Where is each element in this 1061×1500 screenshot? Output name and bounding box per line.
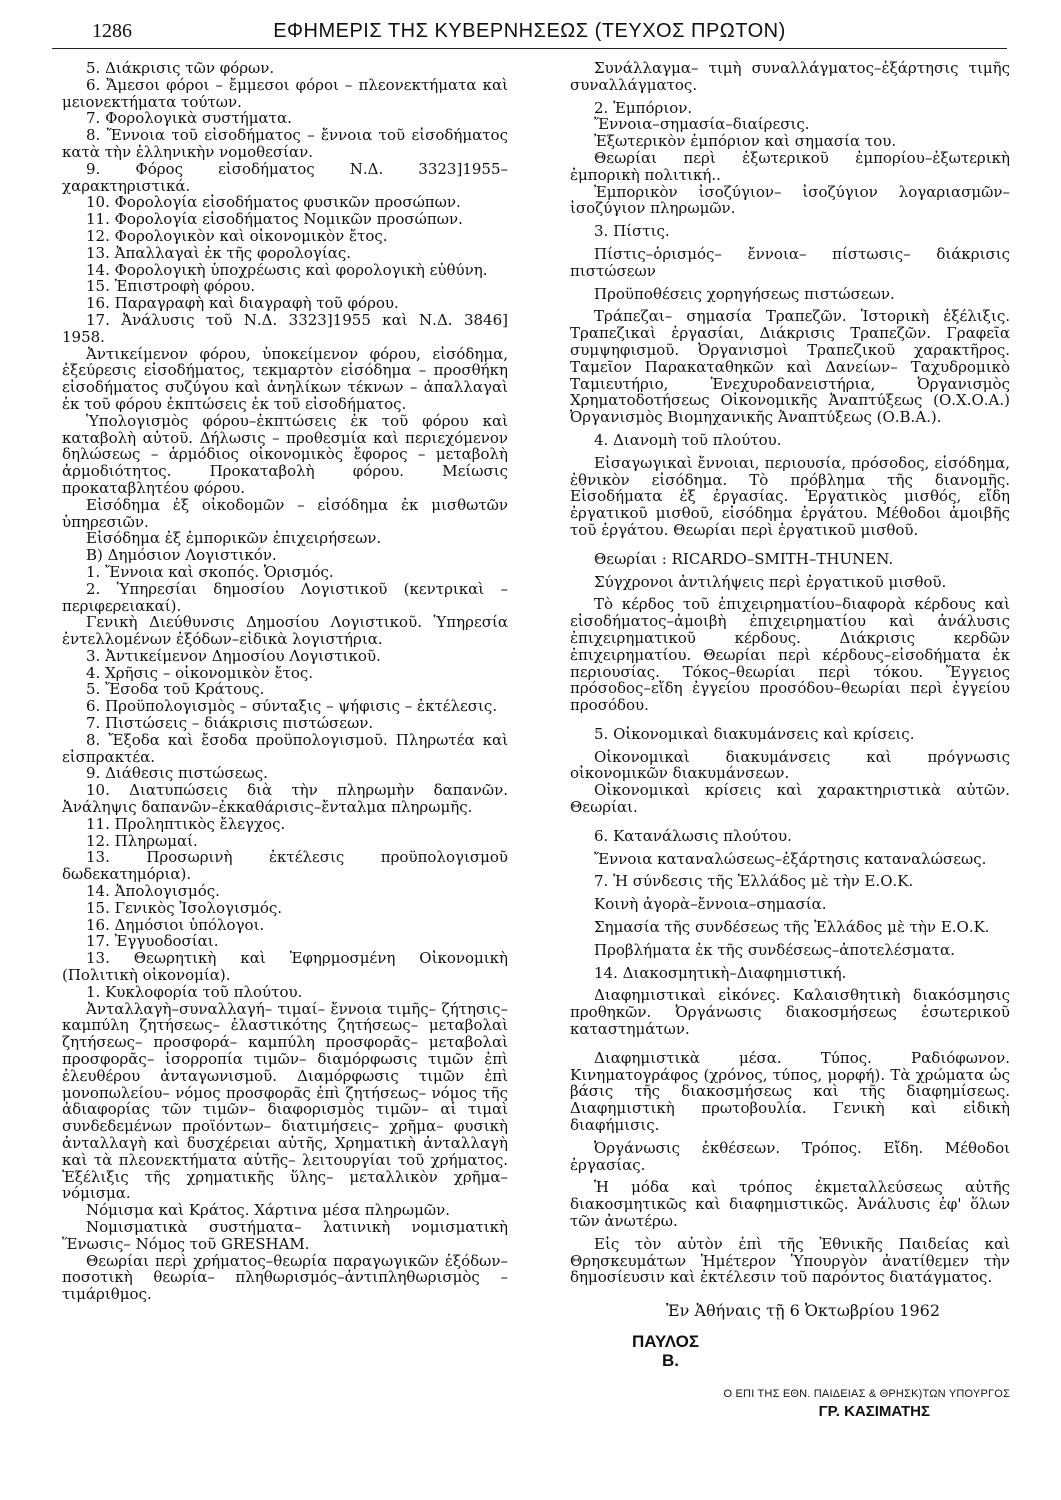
paragraph: 5. Ἔσοδα τοῦ Κράτους. (86, 680, 265, 699)
paragraph: Ἔννοια καταναλώσεως–ἐξάρτησις καταναλώσεως. (594, 849, 987, 868)
paragraph: 1. Κυκλοφορία τοῦ πλούτου. (86, 982, 303, 1001)
paragraph: Νομισματικὰ συστήματα– λατινικὴ νομισματικὴ Ἕνωσις– Νόμος τοῦ GRESHAM. (62, 1217, 508, 1253)
paragraph: 6. Ἄμεσοι φόροι – ἔμμεσοι φόροι – πλεονεκτήματα καὶ μειονεκτήματα τούτων. (62, 75, 508, 111)
paragraph: Προβλήματα ἐκ τῆς συνδέσεως–ἀποτελέσματα. (594, 940, 955, 959)
signature-name: ΠΑΥΛΟΣ (632, 1332, 700, 1352)
right-column (570, 60, 1010, 1421)
paragraph: 13. Ἀπαλλαγαὶ ἐκ τῆς φορολογίας. (86, 243, 352, 262)
paragraph: Κοινὴ ἀγορὰ–ἔννοια–σημασία. (594, 895, 827, 914)
signature-initial: Β. (662, 1351, 679, 1371)
section-heading: 5. Οἰκονομικαὶ διακυμάνσεις καὶ κρίσεις. (594, 724, 915, 743)
paragraph: Ἀντικείμενον φόρου, ὑποκείμενον φόρου, εἰσόδημα, ἐξεύρεσις εἰσοδήματος, τεκμαρτὸν εἰσόδημα – προσθήκη εἰσοδήματος συζύγου καὶ ἀνηλίκων τέκνων – ἀπαλλαγαὶ ἐκ τοῦ φόρου ἐκπτώσεις ἐκ τοῦ εἰσοδήματος. (62, 344, 508, 413)
paragraph: 8. Ἔννοια τοῦ εἰσοδήματος – ἔννοια τοῦ εἰσοδήματος κατὰ τὴν ἑλληνικὴν νομοθεσίαν. (62, 126, 508, 161)
paragraph: 7. Πιστώσεις – διάκρισις πιστώσεων. (86, 714, 374, 733)
paragraph: Πίστις–ὁρισμός– ἔννοια– πίστωσις– διάκρισις πιστώσεων (570, 244, 1010, 280)
paragraph: 12. Πληρωμαί. (86, 831, 198, 850)
section-heading: 6. Κατανάλωσις πλούτου. (594, 826, 792, 845)
paragraph: Ἔννοια–σημασία–διαίρεσις. (594, 115, 810, 134)
paragraph: 15. Ἐπιστροφὴ φόρου. (86, 277, 256, 296)
paragraph: Σημασία τῆς συνδέσεως τῆς Ἑλλάδος μὲ τὴν Ε.Ο.Κ. (594, 918, 990, 937)
paragraph: 6. Προϋπολογισμὸς – σύνταξις – ψήφισις – ἐκτέλεσις. (86, 697, 498, 716)
paragraph: 7. Φορολογικὰ συστήματα. (86, 109, 292, 128)
paragraph: Ἐμπορικὸν ἰσοζύγιον– ἰσοζύγιον λογαριασμῶν–ἰσοζύγιον πληρωμῶν. (570, 182, 1010, 218)
paragraph: 17. Ἐγγυοδοσίαι. (86, 932, 219, 951)
paragraph: 11. Φορολογία εἰσοδήματος Νομικῶν προσώπων. (86, 210, 463, 229)
left-column (62, 60, 508, 1303)
section-heading: 13. Θεωρητικὴ καὶ Ἐφηρμοσμένη Οἰκονομικὴ (Πολιτικὴ οἰκονομία). (62, 949, 508, 985)
paragraph: 9. Διάθεσις πιστώσεως. (86, 764, 268, 783)
paragraph: Θεωρίαι περὶ χρήματος–θεωρία παραγωγικῶν ἐξόδων– ποσοτικὴ θεωρία– πληθωρισμός–ἀντιπληθωρισμὸς –τιμάριθμος. (62, 1251, 508, 1304)
paragraph: 14. Φορολογικὴ ὑποχρέωσις καὶ φορολογικὴ εὐθύνη. (86, 260, 488, 279)
paragraph: Εἰσόδημα ἐξ ἐμπορικῶν ἐπιχειρήσεων. (86, 529, 382, 548)
paragraph: Εἰς τὸν αὐτὸν ἐπὶ τῆς Ἐθνικῆς Παιδείας καὶ Θρησκευμάτων Ἡμέτερον Ὑπουργὸν ἀνατίθεμεν τὴν δημοσίευσιν καὶ ἐκτέλεσιν τοῦ παρόντος διατάγματος. (570, 1234, 1010, 1287)
minister-title: Ο ΕΠΙ ΤΗΣ ΕΘΝ. ΠΑΙΔΕΙΑΣ & ΘΡΗΣΚ)ΤΩΝ ΥΠΟΥΡΓΟΣ (723, 1388, 1010, 1401)
minister-name: ΓΡ. ΚΑΣΙΜΑΤΗΣ (818, 1403, 930, 1421)
paragraph: Εἰσαγωγικαὶ ἔννοιαι, περιουσία, πρόσοδος, εἰσόδημα, ἐθνικὸν εἰσόδημα. Τὸ πρόβλημα τῆς διανομῆς. Εἰσοδήματα ἐξ ἐργασίας. Ἐργατικὸς μισθός, εἴδη ἐργατικοῦ μισθοῦ, εἰσόδημα ἐργάτου. Μέθοδοι ἀμοιβῆς τοῦ ἐργάτου. Θεωρίαι περὶ ἐργατικοῦ μισθοῦ. (570, 453, 1010, 539)
page-header (52, 14, 1007, 49)
paragraph: Ὑπολογισμὸς φόρου–ἐκπτώσεις ἐκ τοῦ φόρου καὶ καταβολὴ αὐτοῦ. Δήλωσις – προθεσμία καὶ περιεχόμενον δηλώσεως – ἁρμόδιος οἰκονομικὸς ἔφορος – μεταβολὴ ἁρμοδιότητος. Προκαταβολὴ φόρου. Μείωσις προκαταβλητέου φόρου. (62, 411, 508, 497)
paragraph: 3. Ἀντικείμενον Δημοσίου Λογιστικοῦ. (86, 646, 381, 665)
paragraph: Συνάλλαγμα– τιμὴ συναλλάγματος–ἐξάρτησις τιμῆς συναλλάγματος. (570, 59, 1010, 94)
paragraph: Εἰσόδημα ἐξ οἰκοδομῶν – εἰσόδημα ἐκ μισθωτῶν ὑπηρεσιῶν. (62, 495, 508, 531)
paragraph: 12. Φορολογικὸν καὶ οἰκονομικὸν ἔτος. (86, 226, 388, 245)
paragraph: Οἰκονομικαὶ διακυμάνσεις καὶ πρόγνωσις οἰκονομικῶν διακυμάνσεων. (570, 747, 1010, 783)
gazette-title: ΕΦΗΜΕΡΙΣ ΤΗΣ ΚΥΒΕΡΝΗΣΕΩΣ (ΤΕΥΧΟΣ ΠΡΩΤΟΝ) (273, 20, 786, 42)
paragraph: Ἐξωτερικὸν ἐμπόριον καὶ σημασία του. (594, 132, 897, 151)
paragraph: Νόμισμα καὶ Κράτος. Χάρτινα μέσα πληρωμῶν. (86, 1201, 450, 1220)
paragraph: 10. Διατυπώσεις διὰ τὴν πληρωμὴν δαπανῶν. Ἀνάληψις δαπανῶν–ἐκκαθάρισις–ἔνταλμα πληρωμῆς. (62, 781, 508, 817)
paragraph: Οἰκονομικαὶ κρίσεις καὶ χαρακτηριστικὰ αὐτῶν. Θεωρίαι. (570, 781, 1010, 817)
paragraph: Θεωρίαι περὶ ἐξωτερικοῦ ἐμπορίου–ἐξωτερικὴ ἐμπορικὴ πολιτική.. (570, 148, 1010, 184)
section-heading: 2. Ἐμπόριον. (594, 98, 693, 117)
paragraph: 14. Ἀπολογισμός. (86, 882, 220, 901)
paragraph: 10. Φορολογία εἰσοδήματος φυσικῶν προσώπων. (86, 193, 461, 212)
paragraph: Τὸ κέρδος τοῦ ἐπιχειρηματίου–διαφορὰ κέρδους καὶ εἰσοδήματος–ἀμοιβὴ ἐπιχειρηματίου καὶ ἀνάλυσις ἐπιχειρηματικοῦ κέρδους. Διάκρισις κερδῶν ἐπιχειρηματίου. Θεωρίαι περὶ κέρδους–εἰσοδήματα ἐκ περιουσίας. Τόκος–θεωρίαι περὶ τόκου. Ἔγγειος πρόσοδος–εἴδη ἐγγείου προσόδου–θεωρίαι περὶ ἐγγείου προσόδου. (570, 595, 1010, 715)
paragraph: 16. Δημόσιοι ὑπόλογοι. (86, 915, 265, 934)
section-heading: 14. Διακοσμητικὴ–Διαφημιστική. (594, 963, 847, 982)
section-heading: 7. Ἡ σύνδεσις τῆς Ἑλλάδος μὲ τὴν Ε.Ο.Κ. (594, 872, 914, 891)
paragraph: 5. Διάκρισις τῶν φόρων. (86, 59, 275, 77)
section-heading: 3. Πίστις. (594, 222, 670, 241)
paragraph: 2. Ὑπηρεσίαι δημοσίου Λογιστικοῦ (κεντρικαὶ – περιφερειακαί). (62, 579, 508, 615)
paragraph: 1. Ἔννοια καὶ σκοπός. Ὁρισμός. (86, 562, 334, 581)
paragraph: Τράπεζαι– σημασία Τραπεζῶν. Ἱστορικὴ ἐξέλιξις. Τραπεζικαὶ ἐργασίαι, Διάκρισις Τραπεζῶν. Γραφεῖα συμψηφισμοῦ. Ὀργανισμοὶ Τραπεζικοῦ χαρακτῆρος. Ταμεῖον Παρακαταθηκῶν καὶ Δανείων– Ταχυδρομικὸ Ταμιευτήριο, Ἐνεχυροδανειστήρια, Ὀργανισμὸς Χρηματοδοτήσεως Οἰκονομικῆς Ἀναπτύξεως (Ο.Χ.Ο.Α.) Ὀργανισμὸς Βιομηχανικῆς Ἀναπτύξεως (Ο.Β.Α.). (570, 307, 1010, 427)
paragraph: Διαφημιστικὰ μέσα. Τύπος. Ραδιόφωνον. Κινηματογράφος (χρόνος, τύπος, μορφή). Τὰ χρώματα ὡς βάσις τῆς διακοσμήσεως καὶ τῆς διαφημίσεως. Διαφημιστικὴ πρωτοβουλία. Γενικὴ καὶ εἰδικὴ διαφήμισις. (570, 1048, 1010, 1135)
paragraph: Προϋποθέσεις χορηγήσεως πιστώσεων. (594, 284, 895, 303)
theories-line: Θεωρίαι : RICARDO–SMITH–THUNEN. (594, 549, 894, 568)
paragraph: Ἡ μόδα καὶ τρόπος ἐκμεταλλεύσεως αὐτῆς διακοσμητικῶς καὶ διαφημιστικῶς. Ἀνάλυσις ἐφ' ὅλων τῶν ἀνωτέρω. (570, 1178, 1010, 1231)
paragraph: Γενικὴ Διεύθυνσις Δημοσίου Λογιστικοῦ. Ὑπηρεσία ἐντελλομένων ἐξόδων–εἰδικὰ λογιστήρια. (62, 613, 508, 649)
paragraph: 16. Παραγραφὴ καὶ διαγραφὴ τοῦ φόρου. (86, 294, 399, 313)
paragraph: 8. Ἔξοδα καὶ ἔσοδα προϋπολογισμοῦ. Πληρωτέα καὶ εἰσπρακτέα. (62, 730, 508, 766)
section-heading: 4. Διανομὴ τοῦ πλούτου. (594, 430, 782, 449)
paragraph: 13. Προσωρινὴ ἐκτέλεσις προϋπολογισμοῦ δωδεκατημόρια). (62, 848, 508, 884)
paragraph: 4. Χρῆσις – οἰκονομικὸν ἔτος. (86, 663, 314, 682)
paragraph: 11. Προληπτικὸς ἔλεγχος. (86, 814, 286, 833)
paragraph: 17. Ἀνάλυσις τοῦ Ν.Δ. 3323]1955 καὶ Ν.Δ. 3846] 1958. (62, 310, 508, 346)
decree-date: Ἐν Ἀθήναις τῇ 6 Ὀκτωβρίου 1962 (666, 1301, 940, 1321)
paragraph: 15. Γενικὸς Ἰσολογισμός. (86, 898, 283, 917)
paragraph: Σύγχρονοι ἀντιλήψεις περὶ ἐργατικοῦ μισθοῦ. (594, 572, 947, 591)
paragraph: Ἀνταλλαγὴ–συναλλαγή– τιμαί– ἔννοια τιμῆς– ζήτησις– καμπύλη ζητήσεως– ἐλαστικότης ζητήσεως– μεταβολαὶ ζητήσεως– προσφορά– καμπύλη προσφορᾶς– μεταβολαὶ προσφορᾶς– ἰσορροπία τιμῶν– διαμόρφωσις τιμῶν ἐπὶ ἐλευθέρου ἀνταγωνισμοῦ. Διαμόρφωσις τιμῶν ἐπὶ μονοπωλείου– νόμος προσφορᾶς ἐπὶ ζητήσεως– νόμος τῆς ἀδιαφορίας τῶν τιμῶν– διαφορισμὸς τιμῶν– αἱ τιμαὶ συνδεδεμένων προϊόντων– διατιμήσεις– χρῆμα– φυσικὴ ἀνταλλαγὴ καὶ δυσχέρειαι αὐτῆς, Χρηματικὴ ἀνταλλαγὴ καὶ τὰ πλεονεκτήματα αὐτῆς– λειτουργίαι τοῦ χρήματος. Ἐξέλιξις τῆς χρηματικῆς ὕλης– μεταλλικὸν χρῆμα– νόμισμα. (62, 999, 508, 1203)
paragraph: Διαφημιστικαὶ εἰκόνες. Καλαισθητικὴ διακόσμησις προθηκῶν. Ὀργάνωσις διακοσμήσεως ἐσωτερικοῦ καταστημάτων. (570, 986, 1010, 1039)
section-heading: Β) Δημόσιον Λογιστικόν. (86, 546, 277, 565)
paragraph: Ὀργάνωσις ἐκθέσεων. Τρόπος. Εἴδη. Μέθοδοι ἐργασίας. (570, 1138, 1010, 1174)
paragraph: 9. Φόρος εἰσοδήματος Ν.Δ. 3323]1955–χαρακτηριστικά. (62, 159, 508, 195)
page-number: 1286 (92, 20, 132, 42)
